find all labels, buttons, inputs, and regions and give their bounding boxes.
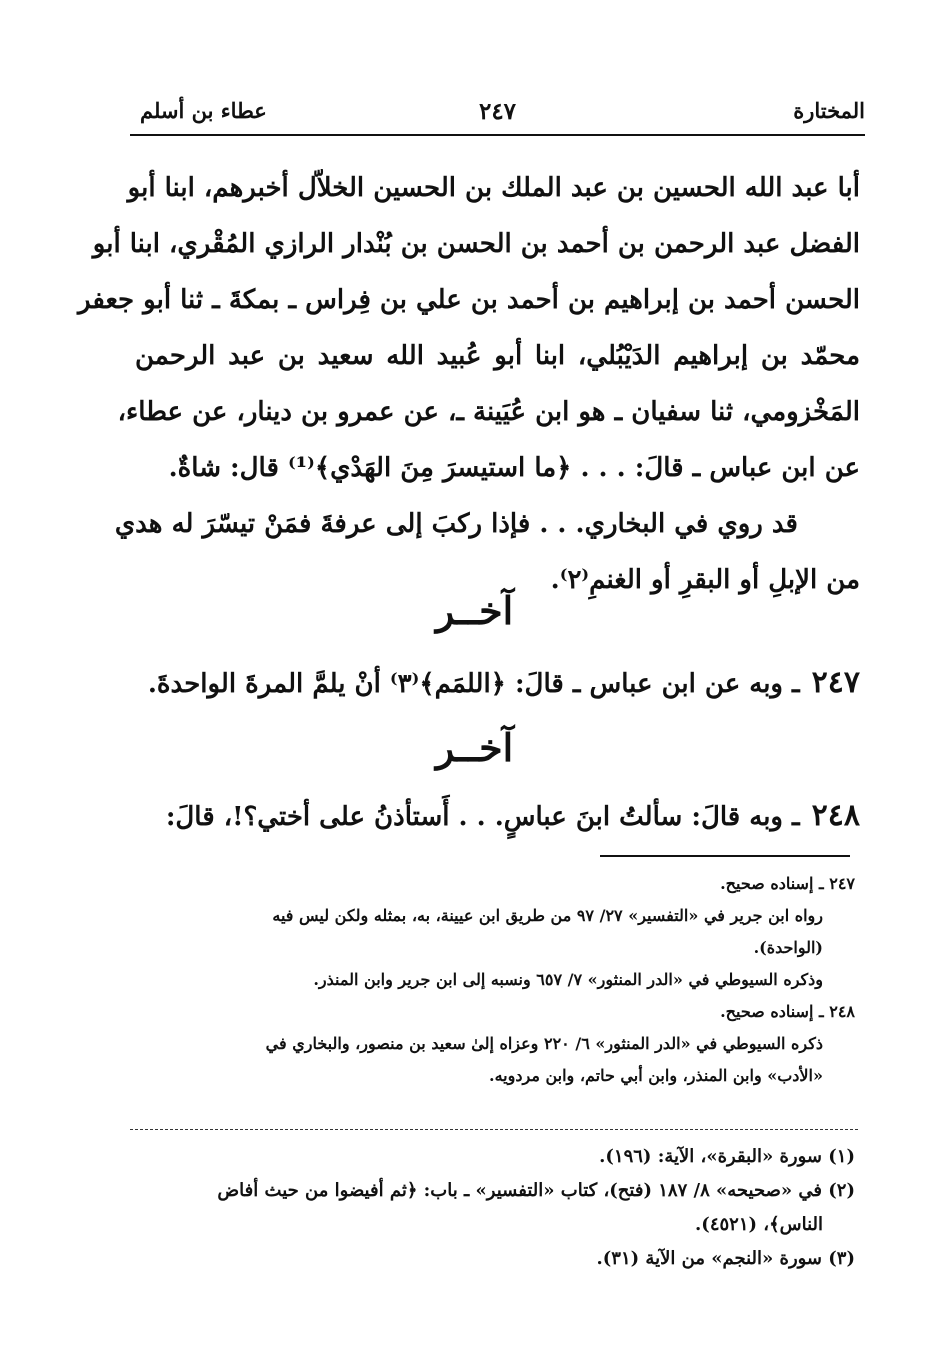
note-line: (الواحدة).: [753, 938, 823, 957]
header-rule: [130, 134, 865, 136]
footnote-3: (٣) سورة «النجم» من الآية (٣١).: [596, 1248, 855, 1269]
note-heading: ٢٤٨ ـ إسناده صحيح.: [720, 1002, 855, 1021]
note-line: «الأدب» وابن المنذر، وابن أبي حاتم، وابن مردويه.: [489, 1066, 823, 1085]
header-chapter-title: عطاء بن أسلم: [140, 98, 267, 123]
body-line: عن ابن عباس ـ قالَ: . . . ﴿ما استيسرَ مِنَ الهَدْي﴾⁽¹⁾ قال: شاةٌ.: [168, 453, 860, 483]
section-title: آخــر: [435, 588, 514, 633]
footnote-2: (٢) في «صحيحه» ٨/ ١٨٧ (فتح)، كتاب «التفسير» ـ باب: ﴿ثم أفيضوا من حيث أفاض: [217, 1180, 855, 1201]
takhrij-notes: [130, 868, 855, 1092]
note-line: وذكره السيوطي في «الدر المنثور» ٧/ ٦٥٧ ونسبه إلى ابن جرير وابن المنذر.: [313, 970, 823, 989]
body-line: أبا عبد الله الحسين بن عبد الملك بن الحسين الخلاّل أخبرهم، ابنا أبو: [127, 173, 860, 203]
body-line: قد روي في البخاري. . . فإذا ركبَ إلى عرفةَ فمَنْ تيسّرَ له هدي: [114, 509, 798, 539]
body-line: الفضل عبد الرحمن بن أحمد بن الحسن بن بُنْدار الرازي المُقْري، ابنا أبو: [92, 229, 860, 259]
header-page-number: ٢٤٧: [478, 98, 517, 125]
body-line: محمّد بن إبراهيم الدَيْبُلي، ابنا أبو عُبيد الله سعيد بن عبد الرحمن: [135, 341, 861, 371]
header-book-title: المختارة: [793, 98, 865, 123]
entry-number: ٢٤٨: [811, 798, 860, 833]
footnote-2-continued: الناس﴾، (٤٥٢١).: [695, 1214, 823, 1235]
entry-text: ـ وبه عن ابن عباس ـ قالَ: ﴿اللمَم﴾⁽٣⁾ أنْ يلمَّ المرةَ الواحدةَ.: [147, 669, 800, 699]
section-title: آخــر: [435, 725, 514, 770]
body-line: من الإبلِ أو البقرِ أو الغنمِ⁽٢⁾.: [550, 565, 860, 595]
footnote-separator: [130, 1129, 858, 1130]
entry-text: ـ وبه قالَ: سألتُ ابنَ عباسٍ. . . أَستأذنُ على أختي؟!، قالَ:: [165, 802, 800, 832]
entry-number: ٢٤٧: [811, 665, 860, 700]
running-header: [130, 92, 865, 132]
note-line: ذكره السيوطي في «الدر المنثور» ٦/ ٢٢٠ وعزاه إلىٰ سعيد بن منصور، والبخاري في: [265, 1034, 823, 1053]
body-paragraph: [78, 160, 861, 608]
footnote-1: (١) سورة «البقرة»، الآية: (١٩٦).: [599, 1146, 855, 1167]
notes-separator: [600, 855, 850, 857]
hadith-entry-247: [130, 665, 860, 700]
note-line: رواه ابن جرير في «التفسير» ٢٧/ ٩٧ من طريق ابن عيينة، به، بمثله ولكن ليس فيه: [272, 906, 823, 925]
body-line: الحسن أحمد بن إبراهيم بن أحمد بن علي بن فِراس ـ بمكةَ ـ ثنا أبو جعفر: [78, 285, 860, 315]
note-heading: ٢٤٧ ـ إسناده صحيح.: [720, 874, 855, 893]
body-line: المَخْزومي، ثنا سفيان ـ هو ابن عُيَينة ـ، عن عمرو بن دينار، عن عطاء،: [117, 397, 860, 427]
hadith-entry-248: [130, 798, 860, 833]
footnotes: [130, 1140, 855, 1276]
